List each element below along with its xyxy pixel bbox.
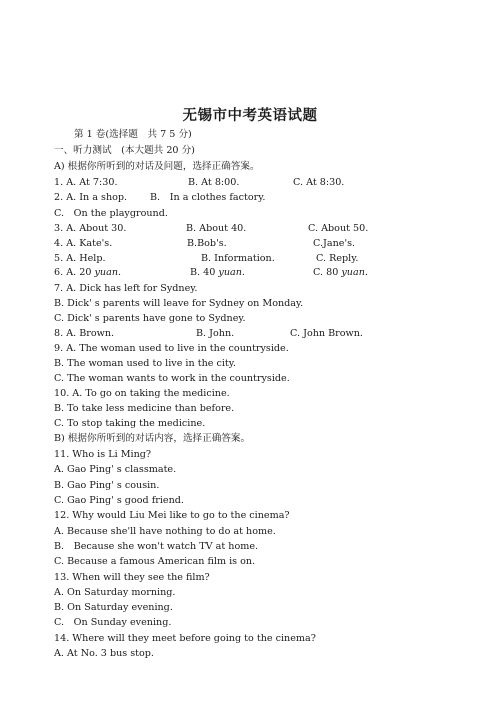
- option-b: B. 40 yuan.: [190, 267, 245, 278]
- option-c: C. About 50.: [308, 223, 369, 234]
- question-12: 12. Why would Liu Mei like to go to the cinema?: [54, 510, 290, 521]
- section-a-instruction: A) 根据你所听到的对话及问题，选择正确答案。: [54, 161, 260, 172]
- option-a: 4. A. Kate's.: [54, 238, 113, 249]
- question-11-option-a: A. Gao Ping' s classmate.: [54, 464, 177, 475]
- option-c: C. John Brown.: [290, 328, 363, 339]
- question-14: 14. Where will they meet before going to the cinema?: [54, 633, 316, 644]
- question-11: 11. Who is Li Ming?: [54, 449, 152, 460]
- option-a: 5. A. Help.: [54, 253, 106, 264]
- option-c: C. 80 yuan.: [313, 267, 368, 278]
- question-7-option-b: B. Dick' s parents will leave for Sydney on Monday.: [54, 298, 304, 309]
- option-b: B. At 8:00.: [188, 177, 240, 188]
- option-c: C. Reply.: [316, 253, 359, 264]
- option-a: 6. A. 20 yuan.: [54, 267, 122, 278]
- option-b: B. Information.: [201, 253, 275, 264]
- question-13-option-b: B. On Saturday evening.: [54, 602, 173, 613]
- question-13-option-c: C. On Sunday evening.: [54, 617, 172, 628]
- question-7-option-c: C. Dick' s parents have gone to Sydney.: [54, 313, 246, 324]
- currency-unit: yuan.: [218, 267, 245, 278]
- question-12-option-c: C. Because a famous American film is on.: [54, 556, 256, 567]
- option-b: B. About 40.: [186, 223, 247, 234]
- option-a: 3. A. About 30.: [54, 223, 127, 234]
- question-12-option-a: A. Because she'll have nothing to do at home.: [54, 526, 276, 537]
- question-12-option-b: B. Because she won't watch TV at home.: [54, 541, 259, 552]
- option-a: 1. A. At 7:30.: [54, 177, 118, 188]
- option-b: B. In a clothes factory.: [150, 192, 266, 203]
- section-b-instruction: B) 根据你所听到的对话内容，选择正确答案。: [54, 433, 251, 444]
- question-9-option-c: C. The woman wants to work in the countryside.: [54, 373, 290, 384]
- question-10-option-b: B. To take less medicine than before.: [54, 403, 235, 414]
- question-2-option-c: C. On the playground.: [54, 208, 168, 219]
- question-11-option-b: B. Gao Ping' s cousin.: [54, 480, 160, 491]
- exam-title: 无锡市中考英语试题: [182, 108, 318, 124]
- question-10-option-a: 10. A. To go on taking the medicine.: [54, 388, 230, 399]
- option-b: B. John.: [196, 328, 235, 339]
- option-a: 2. A. In a shop.: [54, 192, 128, 203]
- currency-unit: yuan.: [341, 267, 368, 278]
- question-7-option-a: 7. A. Dick has left for Sydney.: [54, 283, 198, 294]
- question-13-option-a: A. On Saturday morning.: [54, 587, 176, 598]
- option-c: C.Jane's.: [313, 238, 356, 249]
- question-14-option-a: A. At No. 3 bus stop.: [54, 648, 154, 659]
- question-9-option-a: 9. A. The woman used to live in the countryside.: [54, 343, 289, 354]
- option-b: B.Bob's.: [187, 238, 227, 249]
- part-header: 第 1 卷(选择题 共 7 5 分): [74, 129, 192, 140]
- question-13: 13. When will they see the film?: [54, 572, 210, 583]
- question-10-option-c: C. To stop taking the medicine.: [54, 418, 206, 429]
- question-9-option-b: B. The woman used to live in the city.: [54, 358, 236, 369]
- option-a: 8. A. Brown.: [54, 328, 115, 339]
- currency-unit: yuan.: [94, 267, 122, 278]
- option-c: C. At 8:30.: [293, 177, 345, 188]
- question-11-option-c: C. Gao Ping' s good friend.: [54, 495, 184, 506]
- section-heading: 一、听力测试 (本大题共 20 分): [54, 145, 195, 156]
